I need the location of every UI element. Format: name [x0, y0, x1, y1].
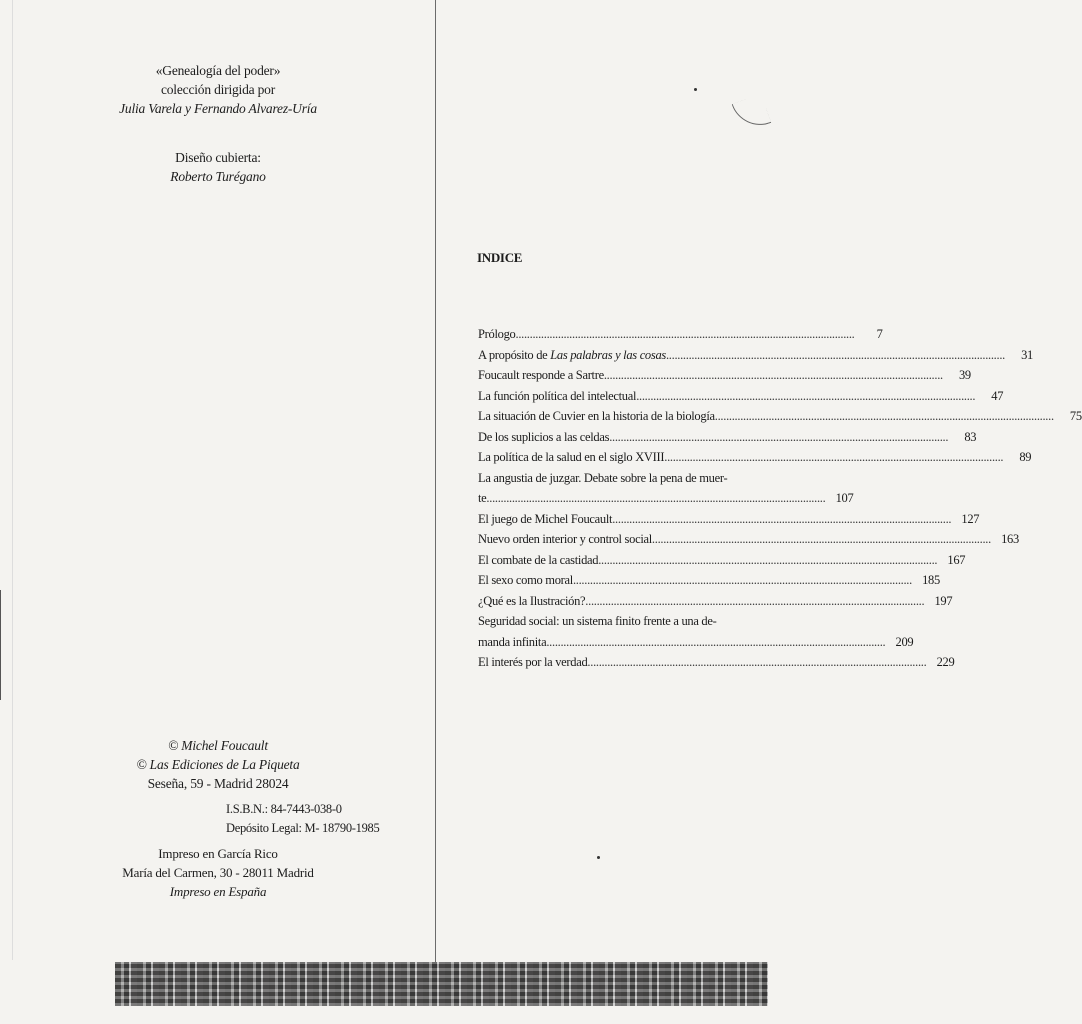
legal-deposit: Depósito Legal: M- 18790-1985	[226, 821, 380, 835]
copyright-author: © Michel Foucault	[168, 738, 268, 753]
toc-entry-page: 89	[1019, 450, 1032, 464]
toc-entry-page: 185	[922, 573, 940, 587]
toc-entry	[478, 550, 966, 571]
publisher-address: Seseña, 59 - Madrid 28024	[147, 776, 289, 791]
toc-entry-title: Prólogo........................................................................................................................	[478, 327, 855, 341]
toc-entry-page: 75	[1069, 409, 1082, 423]
toc-entry	[478, 345, 1033, 366]
toc-entry	[478, 406, 1082, 427]
gutter-line	[435, 0, 436, 962]
printer-block	[0, 844, 436, 901]
cover-designer: Roberto Turégano	[170, 169, 266, 184]
copyright-publisher: © Las Ediciones de La Piqueta	[136, 757, 300, 772]
isbn: I.S.B.N.: 84-7443-038-0	[226, 802, 342, 816]
page-edge-mark	[0, 590, 1, 700]
toc-entry-page: 31	[1021, 347, 1033, 362]
toc-entry	[478, 570, 940, 591]
series-name: «Genealogía del poder»	[155, 63, 281, 78]
toc-entry	[478, 365, 971, 386]
toc-entry	[478, 591, 953, 612]
toc-entry-title: El combate de la castidad........................................................................................................................	[478, 552, 938, 567]
toc-entry-title: ¿Qué es la Ilustración?........................................................................................................................	[478, 593, 925, 608]
table-of-contents	[478, 324, 1082, 673]
speck	[597, 856, 600, 859]
toc-entry-page: 209	[895, 634, 914, 649]
page-edge-line	[12, 0, 13, 960]
toc-entry-page: 107	[835, 491, 854, 505]
printed-country: Impreso en España	[169, 884, 267, 899]
toc-entry-page: 39	[958, 368, 971, 382]
toc-entry-title-line1: Seguridad social: un sistema finito frente a una de-	[478, 614, 717, 628]
series-block	[0, 61, 436, 118]
toc-entry-page: 127	[961, 511, 980, 526]
cover-design-block	[0, 148, 436, 186]
toc-entry-title: La función política del intelectual........................................................................................................................	[478, 388, 976, 403]
series-directed-by: colección dirigida por	[160, 82, 276, 97]
copyright-block	[0, 736, 436, 793]
toc-entry-title: El interés por la verdad........................................................................................................................	[478, 655, 927, 669]
toc-entry-page: 83	[964, 429, 977, 444]
toc-entry-page: 229	[936, 655, 955, 669]
toc-entry-page: 167	[947, 552, 966, 567]
speck	[694, 88, 697, 91]
toc-entry-page: 197	[934, 593, 953, 608]
cover-design-label: Diseño cubierta:	[175, 150, 261, 165]
toc-entry	[478, 652, 955, 673]
toc-entry-title: De los suplicios a las celdas........................................................................................................................	[478, 429, 949, 444]
toc-entry-page: 163	[1001, 532, 1019, 546]
toc-entry	[478, 529, 1019, 550]
scan-shadow-band	[115, 962, 768, 1006]
toc-entry	[478, 611, 914, 652]
toc-entry-title: La situación de Cuvier en la historia de la biología........................................................................................................................	[478, 409, 1054, 423]
series-editors: Julia Varela y Fernando Alvarez-Uría	[119, 101, 317, 116]
toc-entry	[478, 427, 977, 448]
index-title: INDICE	[477, 250, 523, 265]
toc-entry-title-line1: La angustia de juzgar. Debate sobre la pena de muer-	[478, 470, 728, 485]
toc-entry-title-line2: manda infinita........................................................................................................................	[478, 634, 886, 649]
toc-entry-title: Foucault responde a Sartre........................................................................................................................	[478, 368, 943, 382]
toc-entry	[478, 386, 1004, 407]
toc-entry	[478, 468, 854, 509]
toc-entry-title: El sexo como moral........................................................................................................................	[478, 573, 912, 587]
legal-block	[226, 800, 379, 838]
printer-address: María del Carmen, 30 - 28011 Madrid	[122, 865, 314, 880]
toc-entry	[478, 447, 1032, 468]
toc-entry-title: La política de la salud en el siglo XVIII........................................................................................................................	[478, 450, 1004, 464]
left-page	[0, 0, 436, 960]
toc-entry	[478, 509, 980, 530]
toc-entry-title: A propósito de Las palabras y las cosas........................................................................................................................	[478, 347, 1005, 362]
toc-entry-page: 7	[876, 327, 883, 341]
toc-entry-page: 47	[991, 388, 1004, 403]
toc-entry-title-line2: te........................................................................................................................	[478, 491, 826, 505]
printed-in: Impreso en García Rico	[158, 846, 278, 861]
toc-entry	[478, 324, 883, 345]
toc-entry-title: El juego de Michel Foucault........................................................................................................................	[478, 511, 952, 526]
toc-entry-title: Nuevo orden interior y control social........................................................................................................................	[478, 532, 991, 546]
